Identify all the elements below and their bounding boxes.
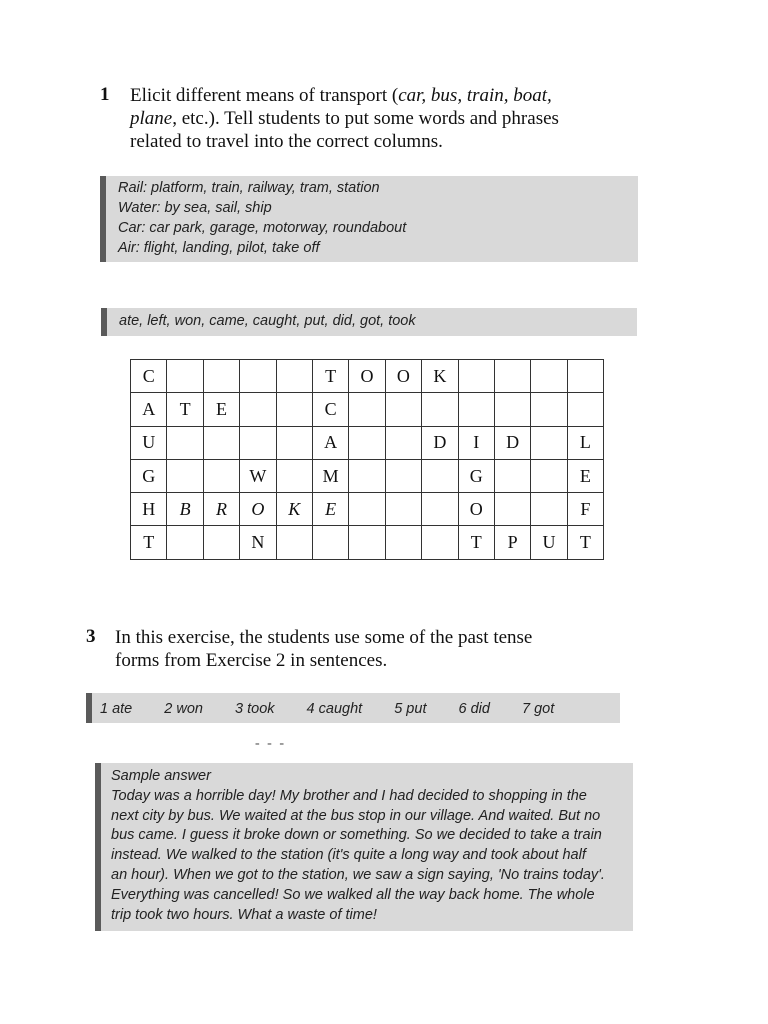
grid-cell [167,526,203,559]
sample-answer-line: next city by bus. We waited at the bus stop in our village. And waited. But no [111,807,601,824]
scan-dashes: - - - [255,736,286,751]
grid-cell [240,393,276,426]
grid-cell [276,526,312,559]
answer-item: 5 put [394,701,427,717]
grid-row [131,526,604,559]
grid-row [131,393,604,426]
answer-item: 3 took [235,701,275,717]
grid-cell: O [349,360,385,393]
sample-answer-line: trip took two hours. What a waste of time! [111,906,377,923]
grid-cell [349,493,385,526]
grid-cell: N [240,526,276,559]
answer-box-past-tense: ate, left, won, came, caught, put, did, got, took [101,308,637,336]
grid-cell [531,459,567,492]
grid-cell [349,393,385,426]
grid-cell [240,426,276,459]
answer-item: 2 won [164,701,203,717]
answer-item: 1 ate [100,701,133,717]
grid-cell: A [312,426,348,459]
grid-cell [385,459,421,492]
grid-cell: G [458,459,494,492]
grid-cell: R [203,493,239,526]
answer-item: 6 did [458,701,490,717]
grid-cell: O [458,493,494,526]
grid-cell: M [312,459,348,492]
answer-line: Air: flight, landing, pilot, take off [118,240,320,256]
answer-line: Rail: platform, train, railway, tram, station [118,180,380,196]
grid-cell: K [422,360,458,393]
grid-cell [531,360,567,393]
grid-cell [422,526,458,559]
answer-box-exercise-3 [86,693,620,723]
grid-cell: A [131,393,167,426]
grid-cell [422,459,458,492]
grid-cell: T [312,360,348,393]
sample-answer-line: bus came. I guess it broke down or something. So we decided to take a train [111,827,602,844]
grid-cell: U [531,526,567,559]
question-3-number: 3 [86,626,96,647]
grid-cell [422,493,458,526]
grid-cell: C [312,393,348,426]
grid-cell [349,459,385,492]
grid-row [131,459,604,492]
grid-cell: U [131,426,167,459]
grid-cell: F [567,493,603,526]
grid-cell: O [385,360,421,393]
grid-cell: G [131,459,167,492]
grid-cell: E [567,459,603,492]
grid-cell [494,459,530,492]
grid-cell: W [240,459,276,492]
answer-box-transport [100,176,638,262]
grid-cell [494,493,530,526]
grid-cell: T [131,526,167,559]
grid-cell [276,360,312,393]
grid-cell: I [458,426,494,459]
grid-cell [203,360,239,393]
grid-row [131,426,604,459]
grid-cell [385,393,421,426]
sample-answer-line: an hour). When we got to the station, we saw a sign saying, 'No trains today'. [111,866,605,883]
answer-line: Water: by sea, sail, ship [118,200,272,216]
question-1-text: Elicit different means of transport (car, bus, train, boat, plane, etc.). Tell students to put some words and phrases related to travel into the correct columns. [130,85,559,152]
grid-cell [349,526,385,559]
answer-item: 7 got [521,701,555,717]
grid-cell [167,459,203,492]
sample-answer-title: Sample answer [111,768,211,784]
grid-cell [422,393,458,426]
grid-cell: E [203,393,239,426]
grid-cell: D [422,426,458,459]
grid-cell [312,526,348,559]
sample-answer-line: instead. We walked to the station (it's quite a long way and took about half [111,847,586,864]
grid-row [131,493,604,526]
answer-item: 4 caught [306,701,363,717]
grid-cell: K [276,493,312,526]
grid-cell: D [494,426,530,459]
grid-cell [276,393,312,426]
grid-row [131,360,604,393]
word-grid [130,359,604,560]
sample-answer-line: Everything was cancelled! So we walked all the way back home. The whole [111,886,595,903]
grid-cell [458,393,494,426]
sample-answer-line: Today was a horrible day! My brother and I had decided to shopping in the [111,787,587,804]
question-3-text: In this exercise, the students use some of the past tense forms from Exercise 2 in sentences. [115,627,533,671]
grid-cell [385,493,421,526]
grid-cell: T [567,526,603,559]
grid-cell [203,459,239,492]
grid-cell [494,360,530,393]
grid-cell [567,393,603,426]
grid-cell [385,426,421,459]
grid-cell [494,393,530,426]
answer-line: Car: car park, garage, motorway, roundabout [118,220,407,236]
grid-cell [349,426,385,459]
grid-cell [567,360,603,393]
grid-cell: C [131,360,167,393]
grid-cell: P [494,526,530,559]
sample-answer-box [95,763,633,931]
grid-cell [458,360,494,393]
grid-cell: E [312,493,348,526]
grid-cell [203,526,239,559]
grid-cell [203,426,239,459]
grid-cell [240,360,276,393]
grid-cell [531,426,567,459]
question-1-number: 1 [100,84,110,105]
grid-cell [276,459,312,492]
grid-cell [531,493,567,526]
grid-cell: O [240,493,276,526]
grid-cell: B [167,493,203,526]
grid-cell [167,360,203,393]
grid-cell: H [131,493,167,526]
grid-cell [531,393,567,426]
grid-cell [167,426,203,459]
grid-cell [276,426,312,459]
grid-cell: T [167,393,203,426]
grid-cell [385,526,421,559]
grid-cell: T [458,526,494,559]
grid-cell: L [567,426,603,459]
